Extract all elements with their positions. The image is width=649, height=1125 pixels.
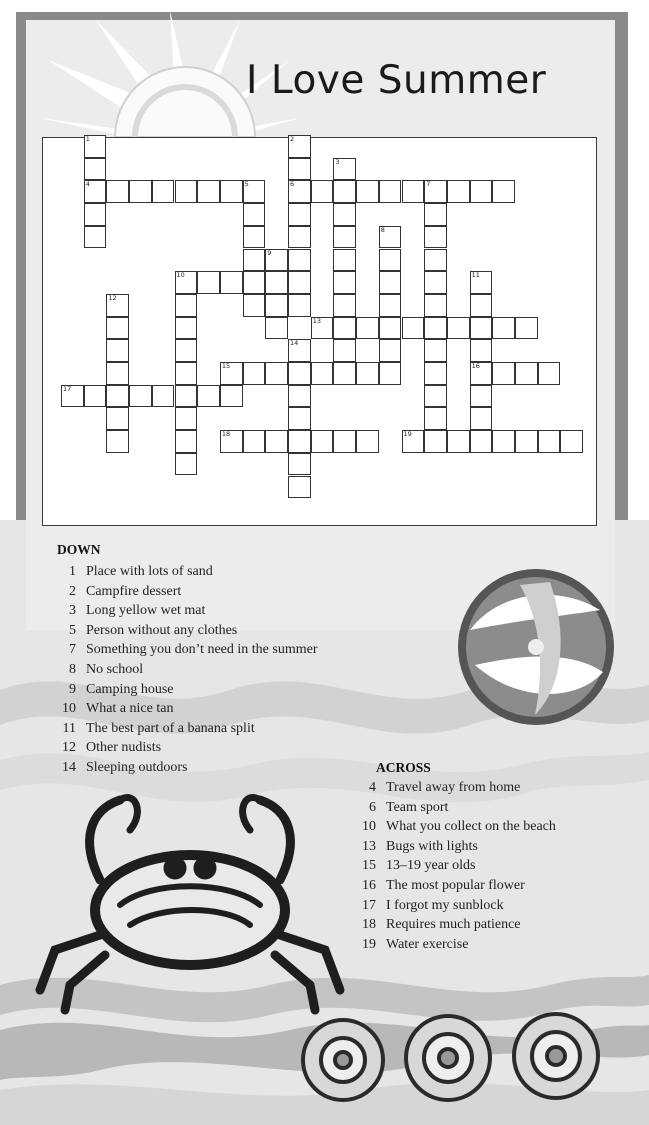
clue-text: Other nudists — [86, 740, 162, 756]
down-heading: DOWN — [57, 542, 101, 557]
grid-clue-number: 8 — [380, 225, 385, 234]
beach-ball-icon — [458, 569, 614, 725]
clue-text: Place with lots of sand — [86, 564, 213, 579]
grid-clue-number: 11 — [471, 271, 480, 280]
grid-clue-number: 4 — [85, 180, 90, 189]
clue-number: 3 — [69, 603, 76, 619]
grid-clue-number: 5 — [244, 180, 249, 189]
clue-text: Sleeping outdoors — [86, 760, 188, 775]
grid-clue-number: 7 — [426, 180, 431, 189]
down-clue-3 — [56, 601, 205, 621]
clue-number: 8 — [69, 662, 76, 677]
grid-clue-number: 15 — [221, 362, 231, 370]
clue-number: 12 — [62, 740, 76, 756]
clue-number: 5 — [69, 622, 76, 638]
clue-text: Requires much patience — [386, 917, 521, 933]
clue-text: Travel away from home — [386, 780, 521, 795]
clue-text: Team sport — [386, 799, 449, 815]
grid-clue-number: 17 — [63, 384, 72, 393]
down-clue-9 — [56, 680, 174, 700]
across-clue-18 — [356, 915, 521, 935]
clue-text: Water exercise — [386, 936, 469, 952]
clue-text: Long yellow wet mat — [86, 603, 206, 619]
clue-number: 6 — [369, 799, 376, 815]
clue-text: What a nice tan — [86, 701, 174, 717]
clue-text: Camping house — [86, 681, 174, 697]
clue-number: 18 — [362, 917, 376, 933]
clue-number: 7 — [69, 642, 76, 658]
across-clue-19 — [356, 935, 468, 955]
puzzle-title: I Love Summer — [246, 58, 547, 103]
across-clue-4 — [356, 778, 520, 798]
across-clue-13 — [356, 837, 478, 857]
clue-number: 15 — [362, 858, 376, 874]
clue-text: The most popular flower — [386, 878, 525, 893]
down-clue-8 — [56, 660, 143, 680]
grid-clue-number: 1 — [85, 135, 90, 143]
crab-icon — [40, 797, 340, 1010]
grid-clue-number: 19 — [403, 430, 412, 439]
clue-text: Something you don’t need in the summer — [86, 642, 318, 658]
clue-text: I forgot my sunblock — [386, 897, 504, 913]
grid-clue-number: 12 — [108, 293, 117, 302]
grid-clue-number: 16 — [471, 362, 480, 370]
down-clue-5 — [56, 621, 237, 641]
down-clue-2 — [56, 582, 181, 602]
clue-number: 4 — [369, 780, 376, 795]
down-clue-10 — [56, 699, 173, 719]
clue-number: 16 — [362, 878, 376, 893]
grid-clue-number: 10 — [176, 271, 185, 280]
clue-text: 13–19 year olds — [386, 858, 476, 874]
across-clue-16 — [356, 876, 525, 896]
grid-clue-number: 6 — [290, 180, 295, 189]
clue-text: Bugs with lights — [386, 838, 478, 854]
clue-number: 1 — [69, 564, 76, 579]
grid-clue-number: 9 — [267, 248, 272, 257]
clue-text: The best part of a banana split — [86, 720, 255, 736]
clue-number: 2 — [69, 583, 76, 599]
across-heading: ACROSS — [376, 760, 431, 775]
grid-clue-number: 3 — [335, 157, 340, 166]
clue-number: 14 — [62, 760, 76, 775]
grid-clue-number: 14 — [290, 339, 299, 348]
clue-text: Person without any clothes — [86, 622, 238, 638]
grid-clue-number: 2 — [290, 135, 295, 143]
grid-clue-number: 18 — [221, 430, 231, 439]
clue-number: 13 — [362, 838, 376, 854]
clue-number: 19 — [362, 936, 376, 952]
down-clue-7 — [56, 640, 318, 660]
clue-number: 10 — [62, 701, 76, 717]
clue-number: 11 — [62, 720, 76, 736]
across-clue-6 — [356, 798, 448, 818]
down-clue-11 — [56, 719, 255, 739]
clue-text: No school — [86, 662, 144, 677]
across-clue-15 — [356, 856, 475, 876]
clue-number: 10 — [362, 819, 376, 835]
seashell-icon — [303, 1014, 598, 1100]
across-clue-17 — [356, 896, 504, 916]
across-clue-10 — [356, 817, 556, 837]
down-clue-14 — [56, 758, 188, 778]
grid-clue-number: 13 — [312, 316, 321, 325]
down-clue-12 — [56, 738, 161, 758]
clue-text: Campfire dessert — [86, 583, 182, 599]
down-clue-1 — [56, 562, 213, 582]
clue-text: What you collect on the beach — [386, 819, 556, 835]
clue-number: 9 — [69, 681, 76, 697]
clue-number: 17 — [362, 897, 376, 913]
